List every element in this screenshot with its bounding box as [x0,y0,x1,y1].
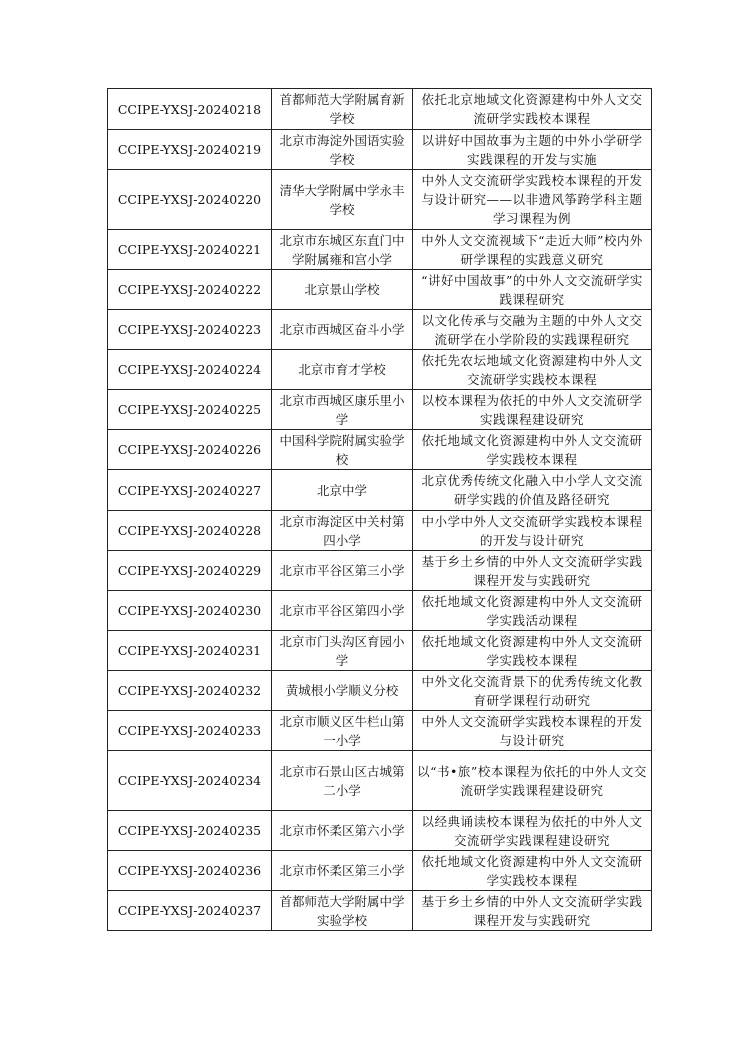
project-title-cell: 依托北京地域文化资源建构中外人文交流研学实践校本课程 [413,89,652,130]
project-title-cell: 北京优秀传统文化融入中小学人文交流研学实践的价值及路径研究 [413,470,652,511]
table-row [108,230,652,270]
project-code-cell: CCIPE-YXSJ-20240221 [108,230,272,270]
project-title-cell: 依托地域文化资源建构中外人文交流研学实践校本课程 [413,851,652,891]
table-row [108,170,652,230]
project-title-cell: 基于乡土乡情的中外人文交流研学实践课程开发与实践研究 [413,891,652,931]
project-code-cell: CCIPE-YXSJ-20240220 [108,170,272,230]
table-row [108,551,652,591]
school-name-cell: 北京市海淀外国语实验学校 [272,130,413,170]
school-name-cell: 清华大学附属中学永丰学校 [272,170,413,230]
project-title-cell: 依托地域文化资源建构中外人文交流研学实践活动课程 [413,591,652,631]
project-code-cell: CCIPE-YXSJ-20240224 [108,350,272,390]
project-code-cell: CCIPE-YXSJ-20240218 [108,89,272,130]
project-table-body [108,89,652,931]
project-title-cell: 中外人文交流研学实践校本课程的开发与设计研究——以非遗风筝跨学科主题学习课程为例 [413,170,652,230]
project-title-cell: 中外人文交流研学实践校本课程的开发与设计研究 [413,711,652,751]
table-row [108,470,652,511]
project-title-cell: 依托地域文化资源建构中外人文交流研学实践校本课程 [413,430,652,470]
school-name-cell: 中国科学院附属实验学校 [272,430,413,470]
table-row [108,811,652,851]
project-title-cell: 基于乡土乡情的中外人文交流研学实践课程开发与实践研究 [413,551,652,591]
table-row [108,891,652,931]
project-title-cell: 以讲好中国故事为主题的中外小学研学实践课程的开发与实施 [413,130,652,170]
project-code-cell: CCIPE-YXSJ-20240225 [108,390,272,430]
project-code-cell: CCIPE-YXSJ-20240237 [108,891,272,931]
table-row [108,89,652,130]
project-title-cell: 中小学中外人文交流研学实践校本课程的开发与设计研究 [413,511,652,551]
school-name-cell: 北京市门头沟区育园小学 [272,631,413,671]
table-row [108,270,652,310]
project-code-cell: CCIPE-YXSJ-20240231 [108,631,272,671]
project-table [107,88,652,931]
project-code-cell: CCIPE-YXSJ-20240232 [108,671,272,711]
school-name-cell: 北京市西城区康乐里小学 [272,390,413,430]
school-name-cell: 北京市怀柔区第三小学 [272,851,413,891]
table-row [108,430,652,470]
table-row [108,851,652,891]
table-row [108,130,652,170]
project-title-cell: 中外文化交流背景下的优秀传统文化教育研学课程行动研究 [413,671,652,711]
project-code-cell: CCIPE-YXSJ-20240223 [108,310,272,350]
project-title-cell: “讲好中国故事”的中外人文交流研学实践课程研究 [413,270,652,310]
table-row [108,751,652,811]
school-name-cell: 北京市西城区奋斗小学 [272,310,413,350]
project-title-cell: 依托地域文化资源建构中外人文交流研学实践校本课程 [413,631,652,671]
project-code-cell: CCIPE-YXSJ-20240219 [108,130,272,170]
project-title-cell: 以经典诵读校本课程为依托的中外人文交流研学实践课程建设研究 [413,811,652,851]
table-row [108,390,652,430]
table-row [108,711,652,751]
project-title-cell: 依托先农坛地域文化资源建构中外人文交流研学实践校本课程 [413,350,652,390]
project-code-cell: CCIPE-YXSJ-20240233 [108,711,272,751]
table-row [108,511,652,551]
project-code-cell: CCIPE-YXSJ-20240230 [108,591,272,631]
school-name-cell: 黄城根小学顺义分校 [272,671,413,711]
project-code-cell: CCIPE-YXSJ-20240236 [108,851,272,891]
project-title-cell: 以校本课程为依托的中外人文交流研学实践课程建设研究 [413,390,652,430]
table-row [108,310,652,350]
project-title-cell: 以“书•旅”校本课程为依托的中外人文交流研学实践课程建设研究 [413,751,652,811]
school-name-cell: 北京中学 [272,470,413,511]
school-name-cell: 北京市平谷区第四小学 [272,591,413,631]
table-row [108,350,652,390]
school-name-cell: 北京市平谷区第三小学 [272,551,413,591]
project-code-cell: CCIPE-YXSJ-20240228 [108,511,272,551]
project-code-cell: CCIPE-YXSJ-20240226 [108,430,272,470]
school-name-cell: 首都师范大学附属育新学校 [272,89,413,130]
project-code-cell: CCIPE-YXSJ-20240235 [108,811,272,851]
school-name-cell: 北京市育才学校 [272,350,413,390]
school-name-cell: 北京市石景山区古城第二小学 [272,751,413,811]
project-title-cell: 以文化传承与交融为主题的中外人文交流研学在小学阶段的实践课程研究 [413,310,652,350]
project-code-cell: CCIPE-YXSJ-20240227 [108,470,272,511]
school-name-cell: 北京市东城区东直门中学附属雍和宫小学 [272,230,413,270]
table-row [108,591,652,631]
school-name-cell: 北京市怀柔区第六小学 [272,811,413,851]
school-name-cell: 首都师范大学附属中学实验学校 [272,891,413,931]
project-code-cell: CCIPE-YXSJ-20240234 [108,751,272,811]
school-name-cell: 北京市海淀区中关村第四小学 [272,511,413,551]
table-row [108,671,652,711]
school-name-cell: 北京市顺义区牛栏山第一小学 [272,711,413,751]
project-code-cell: CCIPE-YXSJ-20240222 [108,270,272,310]
table-row [108,631,652,671]
project-title-cell: 中外人文交流视域下“走近大师”校内外研学课程的实践意义研究 [413,230,652,270]
project-code-cell: CCIPE-YXSJ-20240229 [108,551,272,591]
school-name-cell: 北京景山学校 [272,270,413,310]
